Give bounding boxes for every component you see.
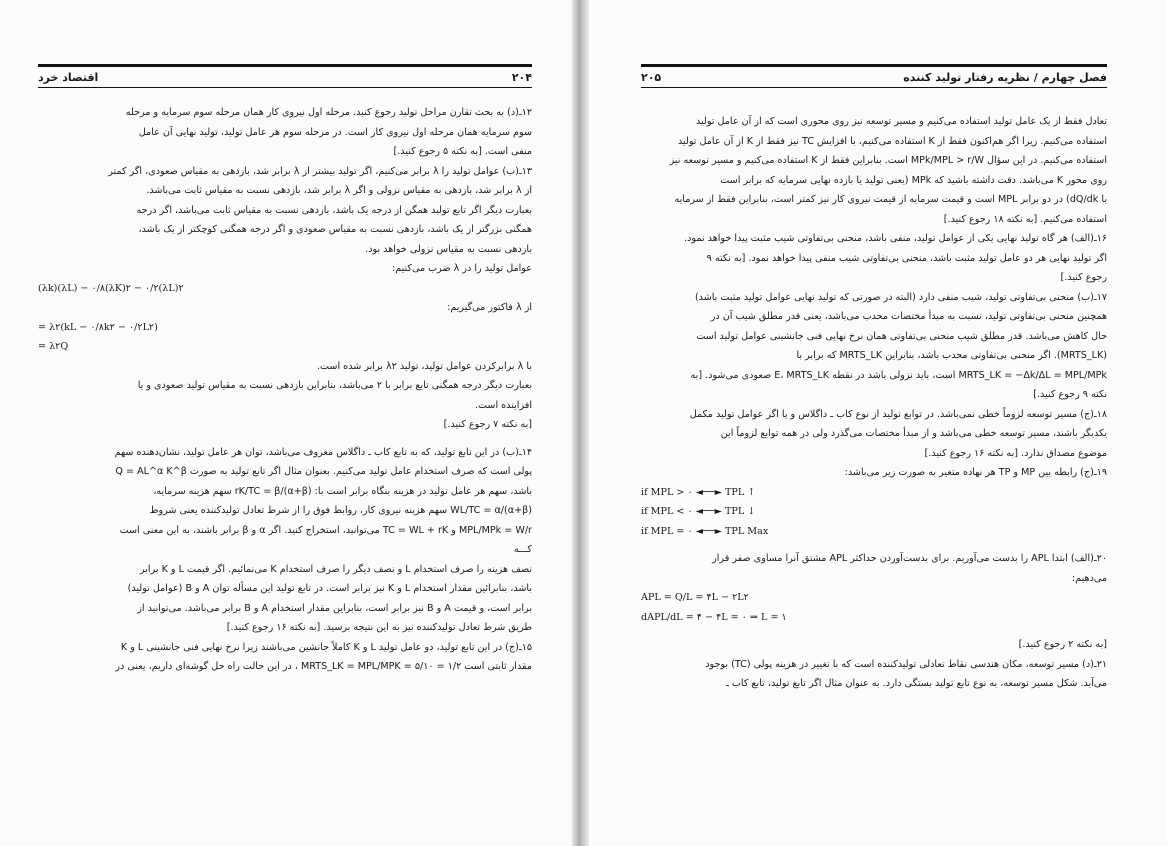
paragraph-line: استفاده می‌کنیم. در این سؤال MPk/MPL > r/W است. بنابراین فقط از K استفاده می‌کنیم و مسیر توسعه نیز: [669, 155, 1107, 166]
right-page-number: ۲۰۵: [641, 70, 662, 84]
paragraph-line: ۱۸ـ(ج) مسیر توسعه لزوماً خطی نمی‌باشد. در توابع تولید از نوع کاب ـ داگلاس و یا اگر عوامل تولید مکمل: [689, 408, 1107, 420]
paragraph-line: نصف هزینه را صرف استخدام L و نصف دیگر را صرف استخدام K می‌نمائیم. اگر قیمت L و K برابر: [139, 563, 532, 575]
paragraph-line: MRTS_LK = −Δk/ΔL = MPL/MPk است، باید نزولی باشد در نقطه E، MRTS_LK صعودی می‌شود. [به: [690, 369, 1107, 381]
paragraph-line: پولی است که صرف استخدام عامل تولید می‌کنیم. بعنوان مثال اگر تابع تولید به صورت Q = AL^α K^β: [115, 466, 532, 477]
paragraph-line: MPL/MPk = W/r و TC = WL + rK می‌توانید، استخراج کنید. اگر α و β برابر باشند، به این معنی است: [119, 524, 532, 536]
paragraph-line: می‌آید. شکل مسیر توسعه، به نوع تابع تولید بستگی دارد. به عنوان مثال اگر تابع تولید، تابع کاب ـ: [726, 678, 1107, 689]
paragraph-line: ۲۰ـ(الف) ابتدا APL را بدست می‌آوریم. برای بدست‌آوردن حداکثر APL مشتق آنرا مساوی صفر قرار: [712, 553, 1107, 564]
mp-relation-row: if MPL = ۰ ◄──► TPL Max: [641, 525, 769, 537]
paragraph-line: برابر است، و قیمت A و B نیز برابر است، بنابراین مقدار استخدام A و B برابر می‌باشد. می‌توانید از: [137, 602, 532, 614]
equation: dAPL/dL = ۴ − ۴L = ۰ ⇒ L = ۱: [641, 611, 787, 623]
left-page-number: ۲۰۴: [511, 70, 532, 84]
book-gutter: [572, 0, 589, 846]
paragraph-line: با dQ/dk) در دو برابر MPL است و قیمت سرمایه از قیمت نیروی کار نیز کمتر است، بنابراین فقط از سرمایه: [674, 194, 1107, 205]
paragraph-line: ۱۳ـ(ب) عوامل تولید را λ برابر می‌کنیم، اگر تولید بیشتر از λ برابر شد، بازدهی به مقیاس صعودی، اگر کمتر: [108, 165, 532, 177]
paragraph-line: استفاده می‌کنیم. زیرا اگر هم‌اکنون فقط از K استفاده می‌کنیم، با افزایش TC نیز فقط از K از آن عامل تولید: [677, 135, 1107, 147]
right-page: [589, 0, 1167, 846]
equation: = λ۲Q: [38, 341, 69, 352]
paragraph-line: سوم سرمایه همان مرحله اول نیروی کار است. در مرحله سوم هر عامل تولید، تولید نهایی آن عامل: [138, 126, 532, 138]
paragraph-line: عوامل تولید را در λ ضرب می‌کنیم:: [391, 263, 532, 274]
paragraph-line: تعادل فقط از یک عامل تولید استفاده می‌کنیم و مسیر توسعه نیز روی محوری است که از آن عامل تولید: [696, 116, 1107, 127]
paragraph-line: همگنی بزرگتر از یک باشد، بازدهی نسبت به مقیاس صعودی و اگر درجه همگنی کوچکتر از یک باشد،: [138, 224, 532, 235]
paragraph-line: (MRTS_LK). اگر منحنی بی‌تفاوتی محدب باشد، بنابراین MRTS_LK که برابر با: [796, 350, 1107, 361]
paragraph-line: باشد، بنابرائین مقدار استخدام L و K نیز برابر است. در تابع تولید این مسأله توان A و B (عوامل تولید): [127, 583, 532, 594]
paragraph-line: می‌دهیم:: [1072, 572, 1107, 584]
paragraph-line: طریق شرط تعادل تولیدکننده نیز به این نتیجه برسید. [به نکته ۱۶ رجوع کنید.]: [226, 622, 532, 633]
paragraph-line: موضوع مصداق ندارد. [به نکته ۱۶ رجوع کنید.]: [924, 447, 1107, 459]
paragraph-line: یکدیگر باشند، مسیر توسعه خطی می‌باشد و از مبدأ مختصات می‌گذرد ولی در همه توابع لزوماً این: [720, 428, 1107, 439]
right-page-body: [641, 112, 1107, 694]
paragraph-line: اگر تولید نهایی هر دو عامل تولید مثبت باشد، منحنی بی‌تفاوتی شیب منفی پیدا خواهد نمود. [به نکته ۹: [706, 252, 1107, 264]
left-page-title: اقتصاد خرد: [38, 70, 99, 84]
paragraph-line: ۲۱ـ(د) مسیر توسعه، مکان هندسی نقاط تعادلی تولیدکننده است که با تغییر در هزینه پولی (TC) بوجود: [705, 658, 1107, 670]
mp-relation-row: if MPL > ۰ ◄──► TPL ↑: [641, 486, 756, 498]
left-page-header: [38, 64, 532, 88]
paragraph-line: کـــه: [513, 544, 532, 555]
left-page: [0, 0, 572, 846]
paragraph-line: ۱۶ـ(الف) هر گاه تولید نهایی یکی از عوامل تولید، منفی باشد، منحنی بی‌تفاوتی شیب مثبت پیدا خواهد نمود.: [684, 233, 1107, 244]
paragraph-line: حال کاهش می‌باشد. قدر مطلق شیب منحنی بی‌تفاوتی همان نرخ نهایی فنی جانشینی عوامل تولید است: [696, 330, 1107, 342]
paragraph-line: بازدهی نسبت به مقیاس نزولی خواهد بود.: [365, 243, 532, 255]
paragraph-line: استفاده می‌کنیم. [به نکته ۱۸ رجوع کنید.]: [943, 213, 1107, 225]
paragraph-line: WL/TC = α/(α+β) سهم هزینه نیروی کار، روابط فوق را از شرط تعادل تولیدکننده یعنی شروط: [149, 505, 532, 516]
paragraph-line: از λ برابر شد، بازدهی به مقیاس نزولی و اگر λ برابر شد، بازدهی نسبت به مقیاس ثابت می‌باشد.: [146, 185, 532, 196]
paragraph-line: ۱۲ـ(د) به بحث تقارن مراحل تولید رجوع کنید. مرحله اول نیروی کار همان مرحله سوم سرمایه و مرحله: [125, 107, 532, 118]
left-page-body: [38, 103, 532, 677]
equation: APL = Q/L = ۴L − ۲L۲: [641, 592, 749, 603]
paragraph-line: افزاینده است.: [474, 399, 532, 411]
paragraph-line: [به نکته ۷ رجوع کنید.]: [443, 419, 532, 430]
paragraph-line: ۱۴ـ(ب) در این تابع تولید، که به تابع کاب ـ داگلاس معروف می‌باشد، توان هر عامل تولید، نشان‌دهنده سهم: [114, 446, 532, 458]
paragraph-line: نکته ۹ رجوع کنید.]: [1033, 389, 1107, 400]
paragraph-line: ۱۷ـ(ب) منحنی بی‌تفاوتی تولید، شیب منفی دارد (البته در صورتی که تولید نهایی عوامل تولید مثبت باشد): [694, 291, 1107, 303]
mp-relation-row: if MPL < ۰ ◄──► TPL ↓: [641, 506, 756, 517]
paragraph-line: همچنین منحنی بی‌تفاوتی تولید، نسبت به مبدأ مختصات محدب می‌باشد، یعنی قدر مطلق شیب آن در: [710, 311, 1107, 322]
right-page-title: فصل چهارم / نظریه رفتار تولید کننده: [903, 70, 1107, 84]
paragraph-line: با λ برابرکردن عوامل تولید، تولید λ۲ برابر شده است.: [316, 360, 532, 372]
paragraph-line: [به نکته ۲ رجوع کنید.]: [1018, 639, 1107, 650]
paragraph-line: بعبارت دیگر درجه همگنی تابع برابر با ۲ می‌باشد، بنابراین بازدهی نسبت به مقیاس تولید صعودی و یا: [137, 380, 532, 391]
paragraph-line: باشد، سهم هر عامل تولید در هزینه بنگاه برابر است با: rK/TC = β/(α+β) سهم هزینه سرمایه،: [153, 485, 532, 497]
equation: = λ۲(kL − ۰/۸k۲ − ۰/۲L۲): [38, 321, 158, 333]
paragraph-line: بعبارت دیگر اگر تابع تولید همگن از درجه یک باشد، بازدهی نسبت به مقیاس ثابت می‌باشد، اگر درجه: [136, 204, 532, 216]
paragraph-line: ۱۵ـ(ج) در این تابع تولید، دو عامل تولید L و K کاملاً جانشین می‌باشند زیرا نرخ نهایی فنی جانشینی L و K: [120, 641, 532, 653]
paragraph-line: ۱۹ـ(ج) رابطه بین MP و TP هر نهاده متغیر به صورت زیر می‌باشد:: [844, 467, 1107, 478]
paragraph-line: منفی است. [به نکته ۵ رجوع کنید.]: [393, 146, 532, 157]
paragraph-line: رجوع کنید.]: [1060, 272, 1107, 283]
paragraph-line: از λ فاکتور می‌گیریم:: [447, 302, 532, 313]
right-page-header: [641, 64, 1107, 88]
paragraph-line: روی محور K می‌باشد. دقت داشته باشید که MPk (یعنی تولید یا بازده نهایی سرمایه که برابر است: [720, 174, 1107, 186]
paragraph-line: مقدار ثابتی است MRTS_LK = MPL/MPK = ۵/۱۰ = ۱/۲ ، در این حالت راه حل گوشه‌ای داریم، یعنی در: [115, 661, 532, 672]
equation: (λk)(λL) − ۰/۸(λK)۲ − ۰/۲(λL)۲: [38, 282, 184, 294]
